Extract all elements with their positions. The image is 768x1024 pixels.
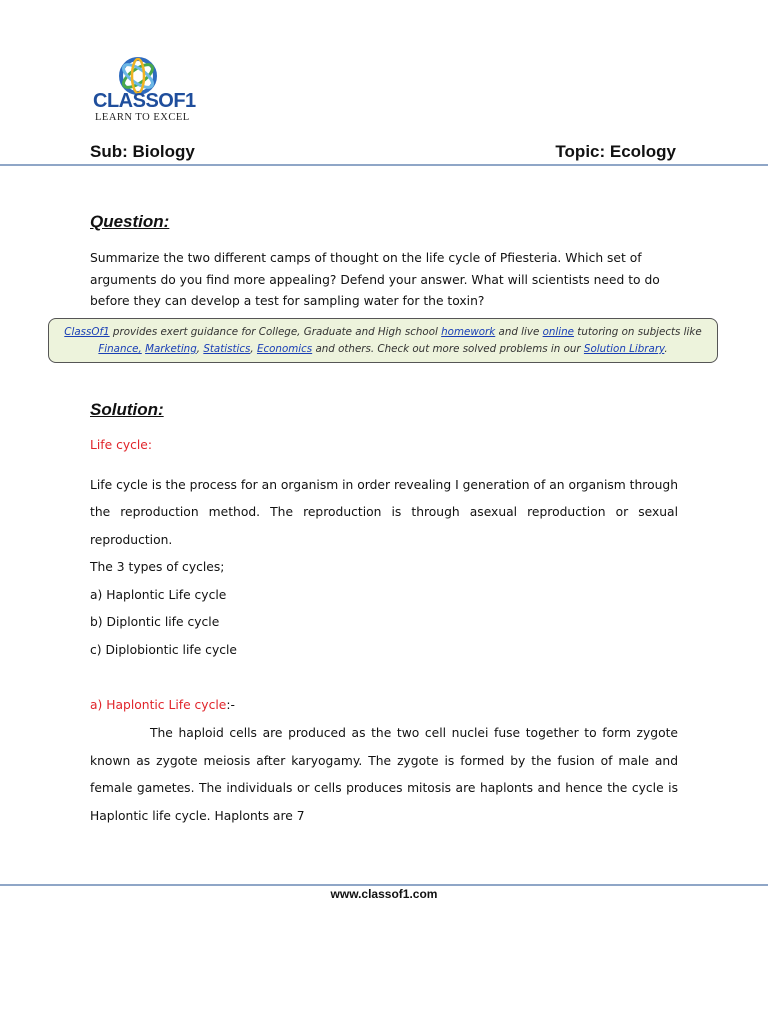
- logo-tagline: LEARN TO EXCEL: [95, 112, 190, 123]
- question-line: arguments do you find more appealing? Defend your answer. What will scientists need to do: [90, 272, 660, 287]
- solution-heading: Solution:: [90, 400, 164, 419]
- haplontic-line: The haploid cells are produced as the two cell nuclei fuse together to form zygote: [150, 726, 678, 740]
- homework-link[interactable]: homework: [441, 326, 496, 338]
- solution-library-link[interactable]: Solution Library: [583, 343, 665, 355]
- topic-label: Topic: Ecology: [555, 142, 676, 161]
- finance-link[interactable]: Finance,: [98, 343, 142, 355]
- haplontic-suffix: :-: [226, 698, 235, 712]
- haplontic-line: female gametes. The individuals or cells produces mitosis are haplonts and hence the cycle is: [90, 781, 678, 795]
- haplontic-heading: [90, 698, 678, 712]
- logo-wordmark: CLASSOF1: [93, 90, 196, 112]
- haplontic-line: known as zygote meiosis after karyogamy. The zygote is formed by the fusion of male and: [90, 754, 678, 768]
- subject-label: Sub: Biology: [90, 142, 195, 161]
- promo-callout-box: [48, 318, 718, 363]
- type-item: b) Diplontic life cycle: [90, 615, 220, 629]
- question-line: Summarize the two different camps of thought on the life cycle of Pfiesteria. Which set of: [90, 251, 642, 265]
- marketing-link[interactable]: Marketing: [145, 343, 197, 355]
- callout-text: ,: [250, 343, 254, 355]
- economics-link[interactable]: Economics: [256, 343, 313, 355]
- types-intro: The 3 types of cycles;: [90, 560, 225, 574]
- intro-line: the reproduction method. The reproduction is through asexual reproduction or sexual: [90, 505, 678, 519]
- question-line: before they can develop a test for sampling water for the toxin?: [90, 294, 485, 308]
- header-divider: [0, 164, 768, 166]
- footer-divider: [0, 884, 768, 886]
- question-heading: Question:: [90, 212, 170, 231]
- type-item: c) Diplobiontic life cycle: [90, 643, 237, 657]
- footer-url: www.classof1.com: [330, 887, 438, 901]
- callout-text: and others. Check out more solved problems in our: [312, 343, 584, 355]
- callout-text: ,: [196, 343, 201, 355]
- callout-text: provides exert guidance for College, Graduate and High school: [109, 326, 442, 338]
- callout-text: and live: [495, 326, 543, 338]
- haplontic-label: a) Haplontic Life cycle: [90, 698, 227, 712]
- life-cycle-label: Life cycle:: [90, 438, 152, 452]
- intro-line: Life cycle is the process for an organism in order revealing I generation of an organism through: [90, 478, 678, 492]
- online-link[interactable]: online: [542, 326, 575, 338]
- callout-text: tutoring on subjects like: [574, 326, 702, 338]
- intro-line: reproduction.: [90, 533, 173, 547]
- callout-text: .: [664, 343, 668, 355]
- haplontic-line: Haplontic life cycle. Haplonts are 7: [90, 809, 305, 823]
- statistics-link[interactable]: Statistics: [203, 343, 251, 355]
- type-item: a) Haplontic Life cycle: [90, 588, 227, 602]
- question-text: [90, 248, 678, 313]
- classof1-link[interactable]: ClassOf1: [64, 326, 110, 338]
